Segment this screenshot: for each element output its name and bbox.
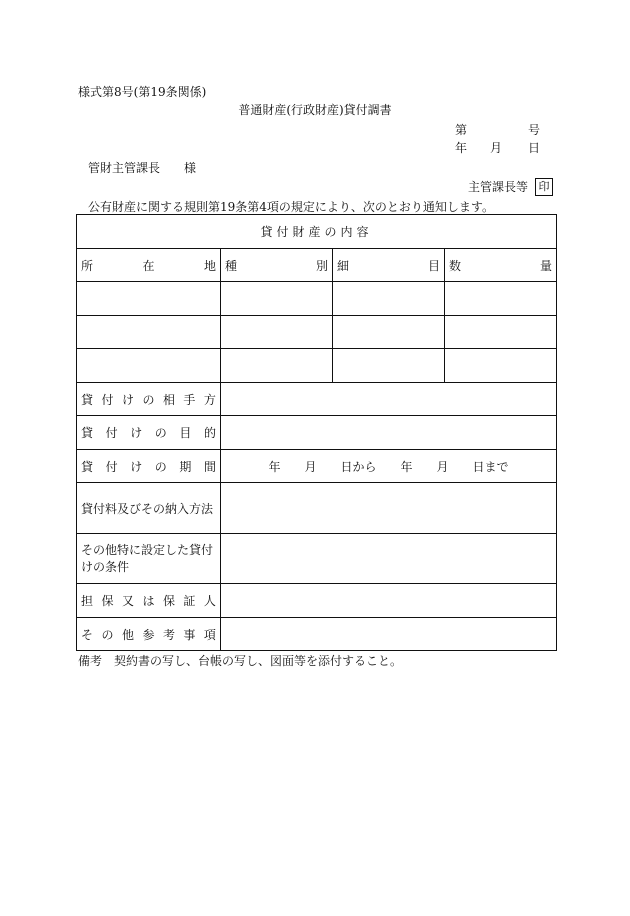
label-char: 人 <box>203 594 216 608</box>
label-char: 種 <box>225 258 238 273</box>
label-char: 事 <box>183 627 196 642</box>
label-char: の <box>142 392 155 407</box>
table-row <box>77 349 557 383</box>
seal-box: 印 <box>535 178 553 196</box>
location-cell[interactable] <box>77 316 221 349</box>
column-header-detail <box>333 249 445 282</box>
column-header-quantity <box>445 249 557 282</box>
document-number-suffix: 号 <box>528 123 541 137</box>
label-char: 付 <box>105 459 118 474</box>
label-char: け <box>130 426 143 440</box>
purpose-value[interactable] <box>221 416 557 450</box>
other-notes-label <box>77 618 221 651</box>
label-char: 貸 <box>81 392 94 407</box>
date-month-label: 月 <box>490 141 503 155</box>
purpose-label <box>77 416 221 450</box>
column-header-type <box>221 249 333 282</box>
period-value[interactable]: 年 月 日から 年 月 日まで <box>221 450 557 483</box>
location-cell[interactable] <box>77 349 221 383</box>
form-number: 様式第8号(第19条関係) <box>78 85 207 99</box>
addressee: 管財主管課長 <box>88 161 161 175</box>
fee-label: 貸付料及びその納入方法 <box>77 483 221 534</box>
column-header-location <box>77 249 221 282</box>
period-label <box>77 450 221 483</box>
label-char: 付 <box>101 392 114 407</box>
location-cell[interactable] <box>77 282 221 316</box>
label-char: け <box>130 459 143 474</box>
type-cell[interactable] <box>221 316 333 349</box>
label-char: の <box>154 459 167 474</box>
label-char: 在 <box>142 258 155 273</box>
lessee-label <box>77 383 221 416</box>
label-char: 手 <box>183 392 196 407</box>
label-char: 付 <box>105 426 118 440</box>
label-char: 又 <box>121 594 134 608</box>
guarantor-label <box>77 584 221 618</box>
label-char: 相 <box>162 392 175 407</box>
label-char: そ <box>81 627 94 642</box>
label-char: 項 <box>203 627 216 642</box>
detail-cell[interactable] <box>333 349 445 383</box>
label-char: 地 <box>203 258 216 273</box>
guarantor-value[interactable] <box>221 584 557 618</box>
label-char: 証 <box>183 594 196 608</box>
quantity-cell[interactable] <box>445 282 557 316</box>
lessee-value[interactable] <box>221 383 557 416</box>
label-char: 貸 <box>81 459 94 474</box>
table-row <box>77 282 557 316</box>
label-char: 所 <box>81 258 94 273</box>
type-cell[interactable] <box>221 349 333 383</box>
label-char: け <box>121 392 134 407</box>
date-day-label: 日 <box>528 141 541 155</box>
label-char: 貸 <box>81 426 94 440</box>
type-cell[interactable] <box>221 282 333 316</box>
section-header: 貸付財産の内容 <box>77 215 557 249</box>
table-row <box>77 316 557 349</box>
fee-value[interactable] <box>221 483 557 534</box>
sender-title: 主管課長等 <box>468 180 529 194</box>
conditions-label: その他特に設定した貸付けの条件 <box>77 534 221 584</box>
detail-cell[interactable] <box>333 282 445 316</box>
other-notes-value[interactable] <box>221 618 557 651</box>
addressee-honorific: 様 <box>184 161 197 175</box>
label-char: 的 <box>203 426 216 440</box>
intro-text: 公有財産に関する規則第19条第4項の規定により、次のとおり通知します。 <box>88 200 494 214</box>
label-char: 参 <box>142 627 155 642</box>
label-char: 量 <box>540 258 553 273</box>
quantity-cell[interactable] <box>445 316 557 349</box>
label-char: 別 <box>315 258 328 273</box>
label-char: の <box>154 426 167 440</box>
label-char: 細 <box>337 258 350 273</box>
label-char: の <box>101 627 114 642</box>
label-char: 他 <box>121 627 134 642</box>
footer-note: 備考 契約書の写し、台帳の写し、図面等を添付すること。 <box>78 654 403 668</box>
label-char: 考 <box>162 627 175 642</box>
label-char: 担 <box>81 594 94 608</box>
label-char: 期 <box>179 459 192 474</box>
document-number-prefix: 第 <box>455 123 468 137</box>
label-char: 保 <box>101 594 114 608</box>
quantity-cell[interactable] <box>445 349 557 383</box>
label-char: 間 <box>203 459 216 474</box>
label-char: 目 <box>427 258 440 273</box>
document-title: 普通財産(行政財産)貸付調書 <box>238 103 392 117</box>
lease-property-table <box>76 214 557 651</box>
label-char: は <box>142 594 155 608</box>
label-char: 方 <box>203 392 216 407</box>
label-char: 保 <box>162 594 175 608</box>
conditions-value[interactable] <box>221 534 557 584</box>
detail-cell[interactable] <box>333 316 445 349</box>
label-char: 数 <box>449 258 462 273</box>
date-year-label: 年 <box>455 141 468 155</box>
label-char: 目 <box>179 426 192 440</box>
